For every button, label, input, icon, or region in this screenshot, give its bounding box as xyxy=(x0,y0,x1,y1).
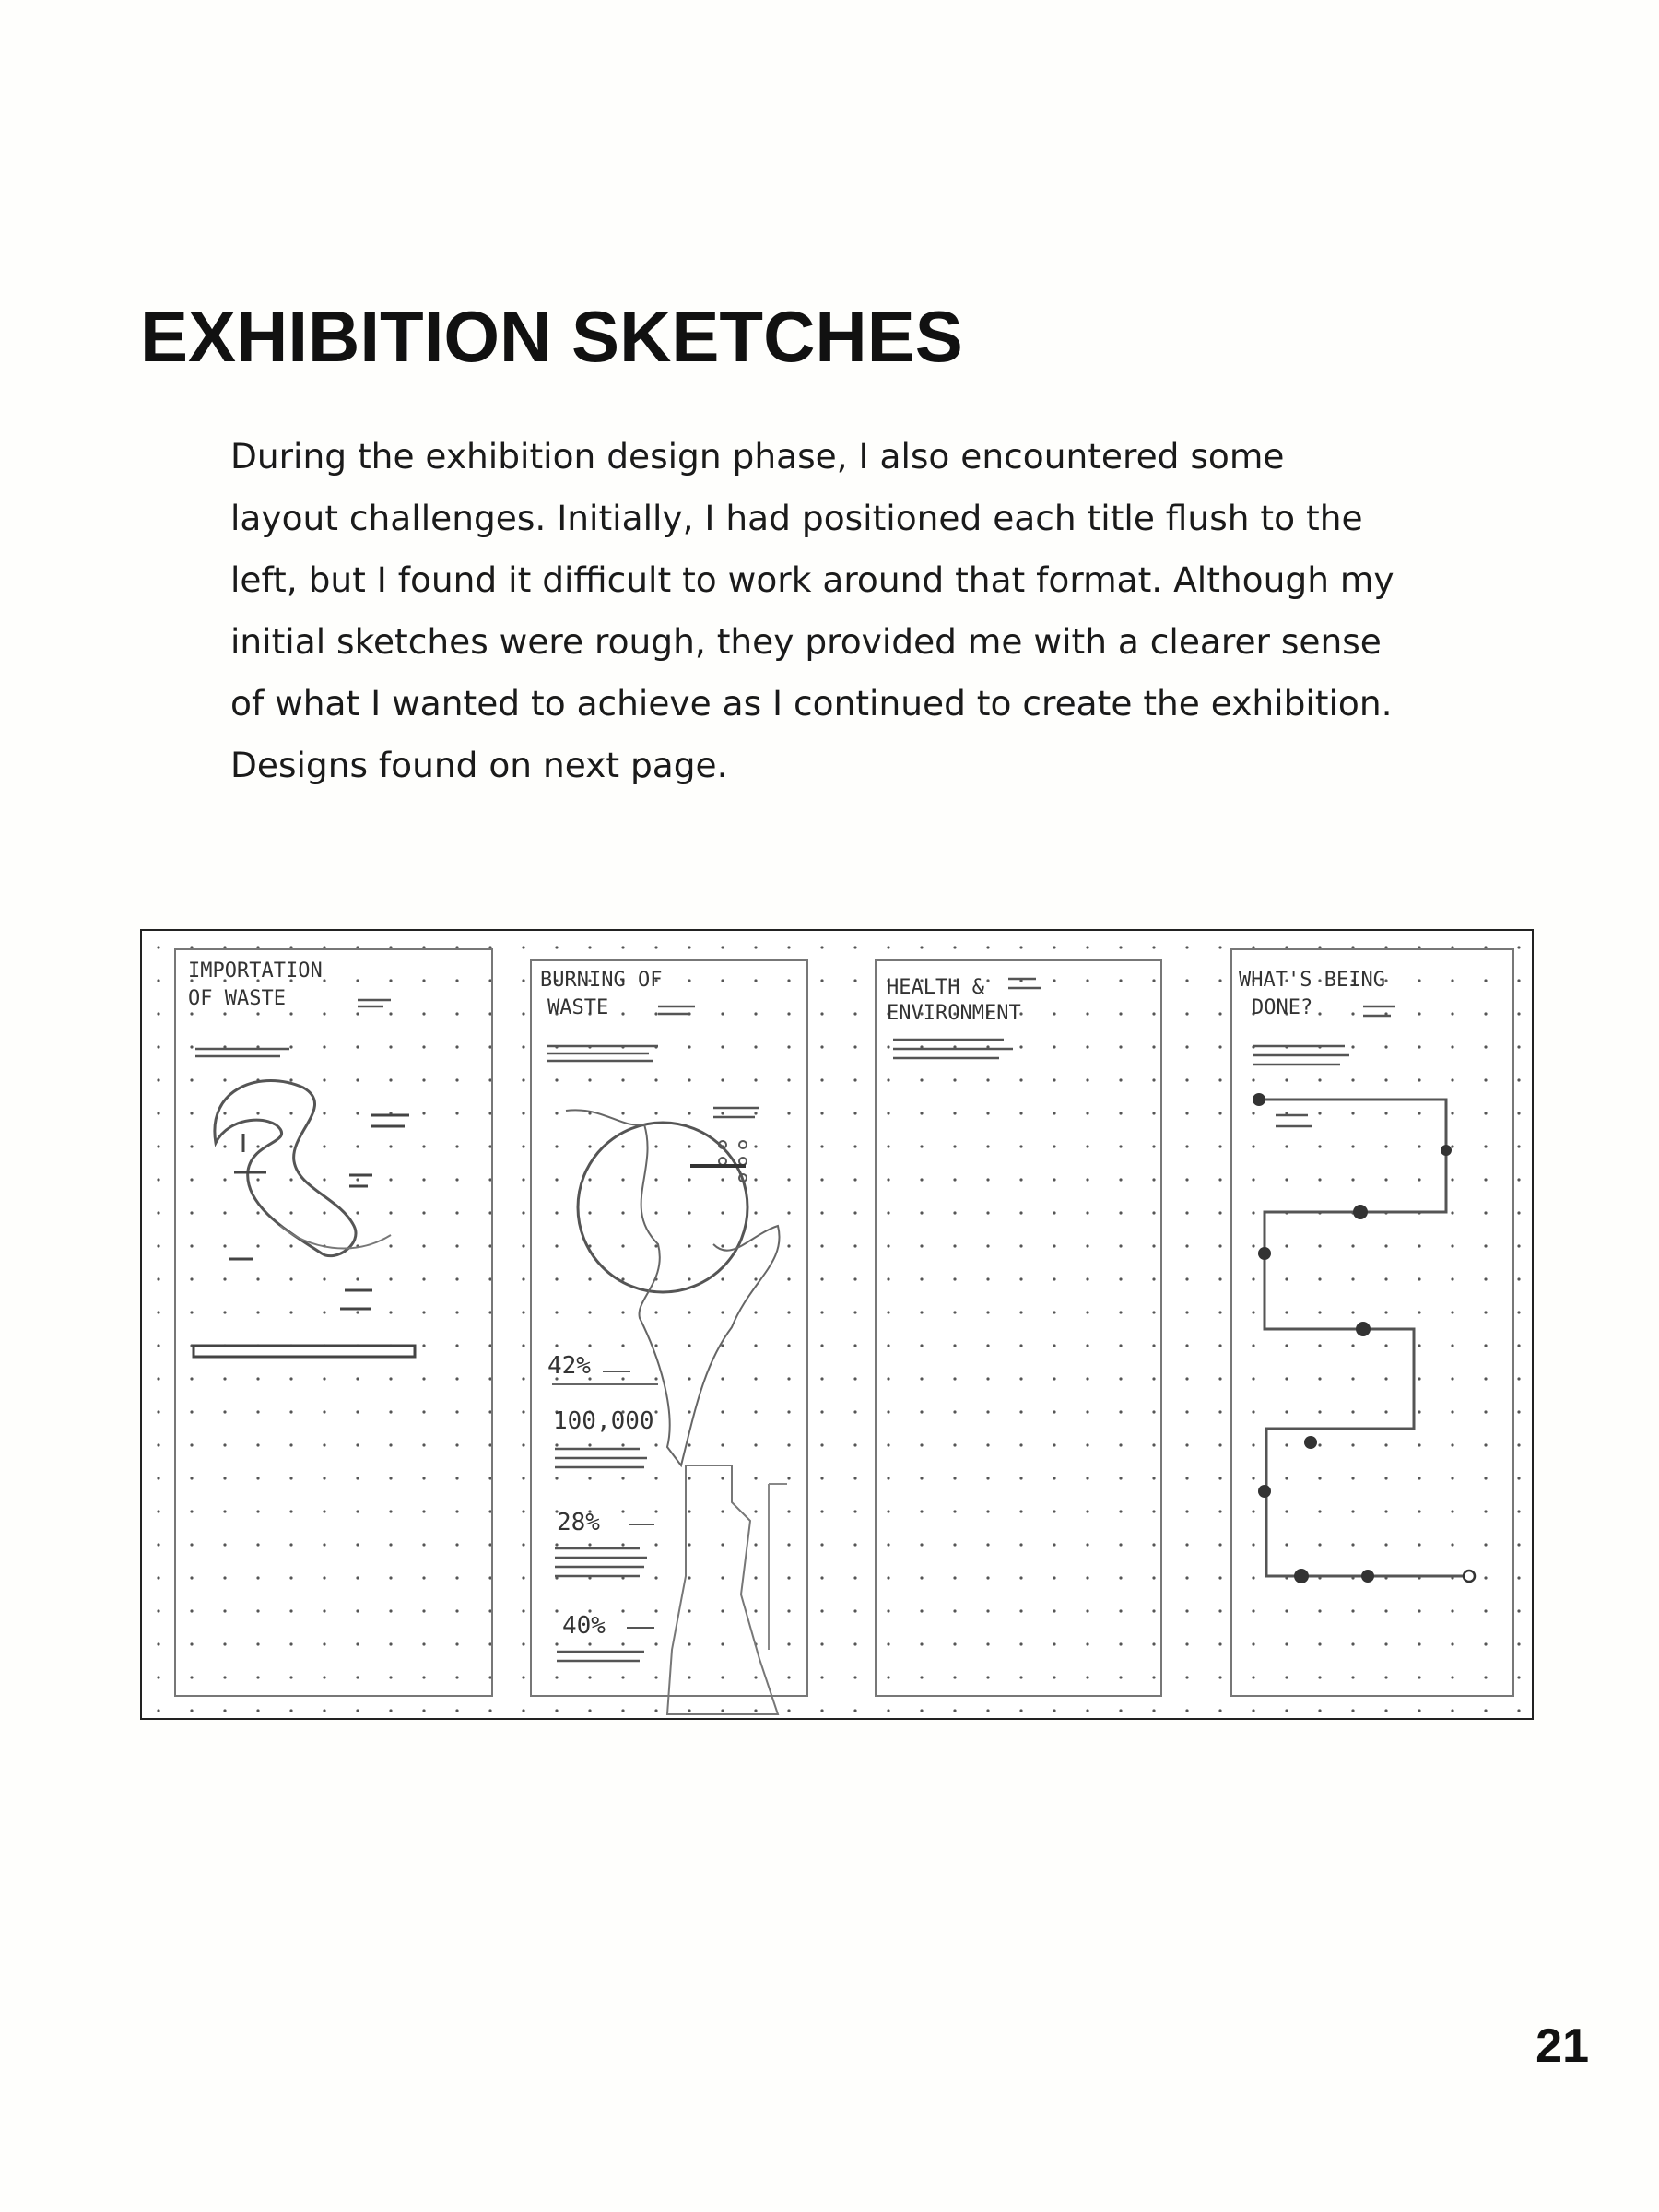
panel3-title-line2: ENVIRONMENT xyxy=(887,1002,1021,1025)
body-line: initial sketches were rough, they provided me with a clearer sense xyxy=(230,621,1382,662)
panel2-title-line2: WASTE xyxy=(547,996,609,1019)
sketch-drawing xyxy=(142,931,1532,1718)
body-line: During the exhibition design phase, I also encountered some xyxy=(230,436,1285,477)
panel2-title-line1: BURNING OF xyxy=(540,969,663,992)
panel4-title-line2: DONE? xyxy=(1252,996,1313,1019)
panel2-stat-3: 28% xyxy=(557,1509,600,1536)
body-line: of what I wanted to achieve as I continued to create the exhibition. xyxy=(230,683,1393,724)
panel2-stat-2: 100,000 xyxy=(553,1407,654,1435)
panel4-title-line1: WHAT'S BEING xyxy=(1239,969,1385,992)
body-line: left, but I found it difficult to work around that format. Although my xyxy=(230,559,1394,600)
panel1-title-line1: IMPORTATION xyxy=(188,959,323,982)
exhibition-sketch-image xyxy=(140,929,1534,1720)
page-title: EXHIBITION SKETCHES xyxy=(140,296,963,377)
panel1-title-line2: OF WASTE xyxy=(188,987,286,1010)
body-line: layout challenges. Initially, I had positioned each title flush to the xyxy=(230,498,1363,538)
body-paragraph xyxy=(230,426,1429,796)
panel3-title-line1: HEALTH & xyxy=(887,976,984,999)
panel2-stat-1: 42% xyxy=(547,1352,591,1380)
page-number: 21 xyxy=(1535,2019,1589,2073)
panel2-stat-4: 40% xyxy=(562,1612,606,1640)
body-line: Designs found on next page. xyxy=(230,745,728,785)
